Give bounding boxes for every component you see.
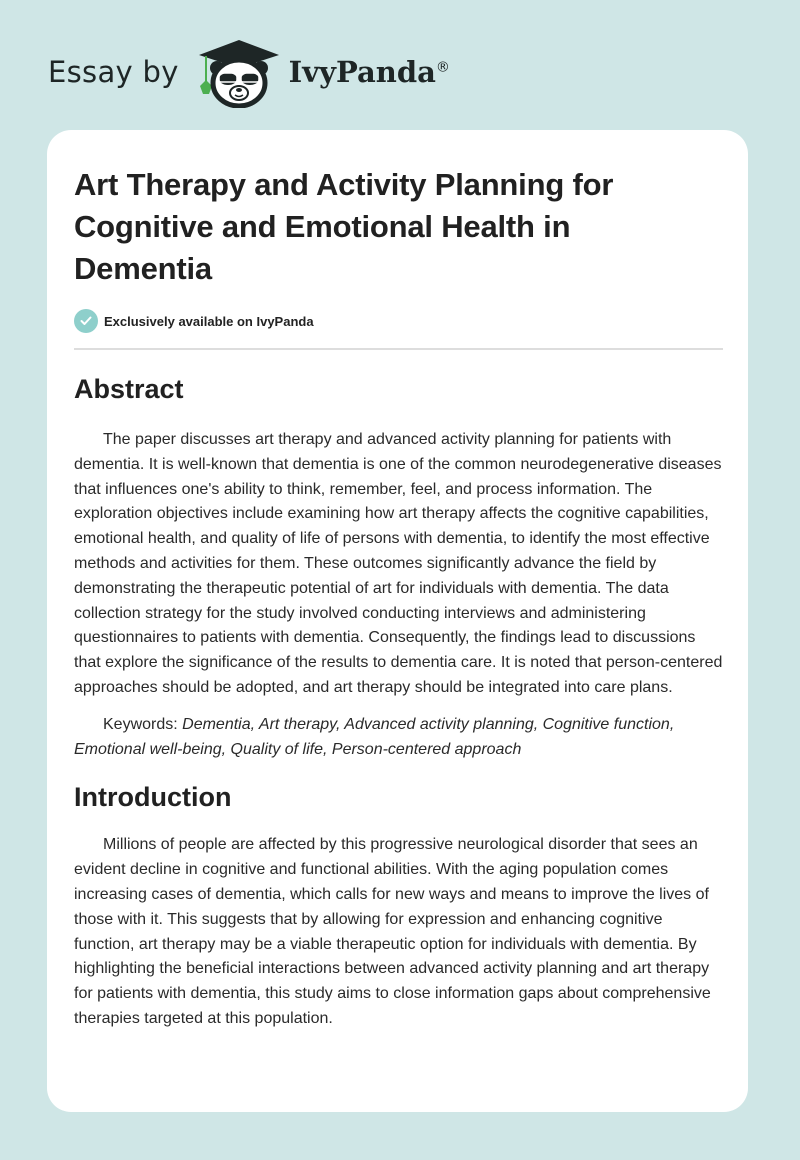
keywords-list: Dementia, Art therapy, Advanced activity planning, Cognitive function, Emotional well-being, Quality of life, Person-centered approach — [74, 715, 675, 758]
introduction-paragraph: Millions of people are affected by this progressive neurological disorder that sees an evident decline in cognitive and functional abilities. With the aging population comes increasing cases of dementia, which calls for new ways and means to improve the lives of those with it. This suggests that by allowing for expression and enhancing cognitive function, art therapy may be a viable therapeutic option for individuals with dementia. By highlighting the beneficial interactions between advanced activity planning and art therapy for patients with dementia, this study aims to close information gaps about comprehensive therapies targeted at this population. — [74, 836, 711, 1027]
exclusive-badge — [74, 308, 722, 334]
registered-mark: ® — [435, 59, 450, 76]
brand-name[interactable]: IvyPanda® — [288, 55, 450, 89]
page-title: Art Therapy and Activity Planning for Cognitive and Emotional Health in Dementia — [74, 167, 614, 286]
abstract-paragraph: The paper discusses art therapy and advanced activity planning for patients with dementia. It is well-known that dementia is one of the common neurodegenerative diseases that influences one's ability to think, remember, feel, and process information. The exploration objectives include examining how art therapy affects the cognitive capabilities, emotional health, and quality of life of persons with dementia, to identify the most effective methods and activities for them. These outcomes significantly advance the field by demonstrating the therapeutic potential of art for individuals with dementia. The data collection strategy for the study involved conducting interviews and administering questionnaires to patients with dementia. Consequently, the findings lead to discussions that explore the significance of the results to dementia care. It is noted that person-centered approaches should be adopted, and art therapy should be integrated into care plans. — [74, 431, 723, 696]
divider — [74, 348, 723, 350]
essay-by-label: Essay by — [48, 55, 179, 89]
keywords-label: Keywords: — [103, 715, 183, 733]
keywords-paragraph — [74, 713, 726, 763]
introduction-heading: Introduction — [74, 782, 232, 813]
essay-card — [47, 130, 748, 1112]
abstract-heading: Abstract — [74, 374, 184, 404]
check-circle-icon — [74, 309, 98, 333]
exclusive-text: Exclusively available on IvyPanda — [104, 313, 314, 329]
panda-logo-icon[interactable] — [197, 36, 281, 108]
site-header — [48, 36, 450, 108]
